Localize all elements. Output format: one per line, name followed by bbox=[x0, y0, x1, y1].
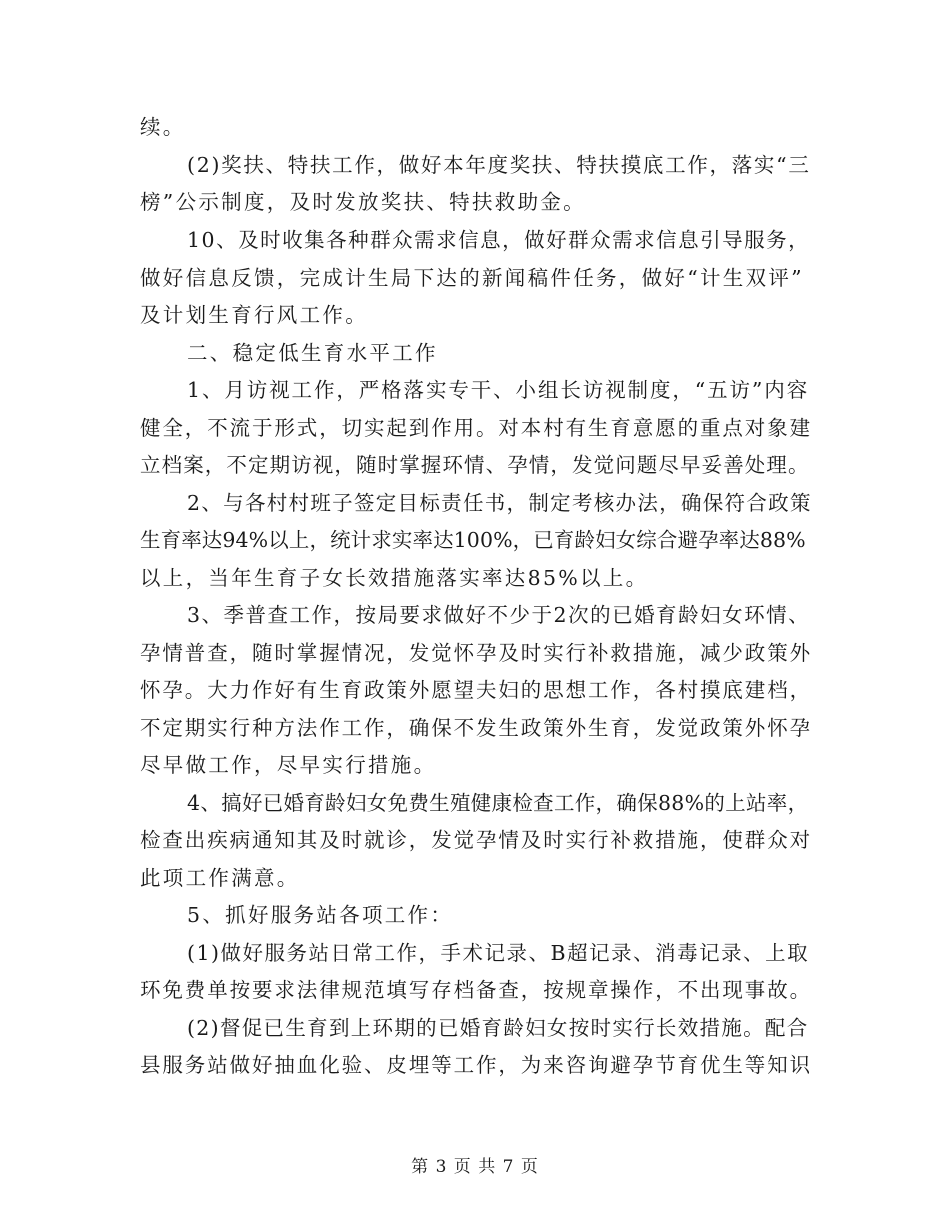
text-line: 续。 bbox=[140, 115, 186, 139]
text-line: 检查出疾病通知其及时就诊，发觉孕情及时实行补救措施，使群众对 bbox=[140, 828, 812, 852]
text-line: (2)奖扶、特扶工作，做好本年度奖扶、特扶摸底工作，落实“三 bbox=[187, 153, 811, 177]
text-line: 4、搞好已婚育龄妇女免费生殖健康检查工作，确保88%的上站率， bbox=[187, 791, 809, 815]
text-line: 孕情普查，随时掌握情况，发觉怀孕及时实行补救措施，减少政策外 bbox=[140, 641, 812, 665]
text-line: 2、与各村村班子签定目标责任书，制定考核办法，确保符合政策 bbox=[187, 491, 812, 515]
text-line: (1)做好服务站日常工作，手术记录、B超记录、消毒记录、上取 bbox=[187, 941, 810, 965]
text-line: 以上，当年生育子女长效措施落实率达85%以上。 bbox=[140, 566, 649, 590]
text-line: (2)督促已生育到上环期的已婚育龄妇女按时实行长效措施。配合 bbox=[187, 1016, 809, 1040]
text-line: 县服务站做好抽血化验、皮埋等工作，为来咨询避孕节育优生等知识 bbox=[140, 1053, 812, 1077]
text-line: 环免费单按要求法律规范填写存档备查，按规章操作，不出现事故。 bbox=[140, 978, 812, 1002]
text-line: 1、月访视工作，严格落实专干、小组长访视制度，“五访”内容 bbox=[187, 378, 810, 402]
text-line: 做好信息反馈，完成计生局下达的新闻稿件任务，做好“计生双评” bbox=[140, 266, 804, 290]
text-line: 怀孕。大力作好有生育政策外愿望夫妇的思想工作，各村摸底建档， bbox=[140, 678, 812, 702]
text-line: 3、季普查工作，按局要求做好不少于2次的已婚育龄妇女环情、 bbox=[187, 603, 811, 627]
text-line: 榜”公示制度，及时发放奖扶、特扶救助金。 bbox=[140, 190, 586, 214]
page-number-footer: 第 3 页 共 7 页 bbox=[411, 1157, 539, 1177]
section-heading: 二、稳定低生育水平工作 bbox=[187, 341, 438, 365]
text-line: 5、抓好服务站各项工作： bbox=[187, 903, 454, 927]
text-line: 此项工作满意。 bbox=[140, 866, 300, 890]
text-line: 立档案，不定期访视，随时掌握环情、孕情，发觉问题尽早妥善处理。 bbox=[140, 453, 810, 477]
text-line: 不定期实行种方法作工作，确保不发生政策外生育，发觉政策外怀孕 bbox=[140, 716, 812, 740]
text-line: 10、及时收集各种群众需求信息，做好群众需求信息引导服务， bbox=[187, 228, 811, 252]
text-line: 及计划生育行风工作。 bbox=[140, 303, 368, 327]
text-line: 健全，不流于形式，切实起到作用。对本村有生育意愿的重点对象建 bbox=[140, 416, 812, 440]
text-line: 生育率达94%以上，统计求实率达100%，已育龄妇女综合避孕率达88% bbox=[140, 528, 806, 552]
text-line: 尽早做工作，尽早实行措施。 bbox=[140, 753, 437, 777]
